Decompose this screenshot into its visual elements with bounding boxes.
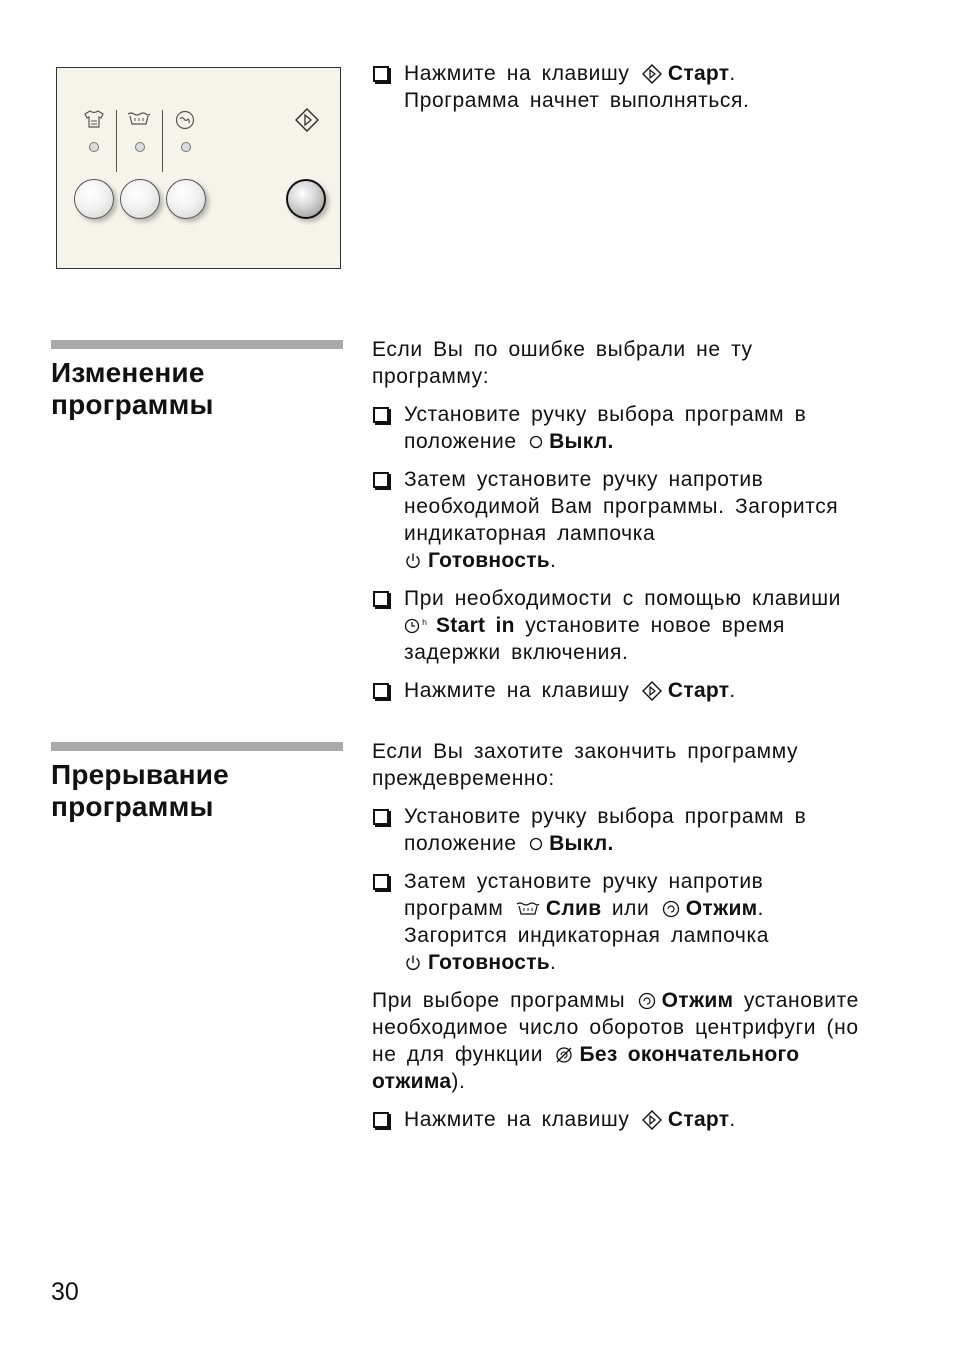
step-after: . bbox=[729, 1108, 736, 1131]
power-icon bbox=[404, 954, 422, 972]
step-bold: Отжим bbox=[685, 897, 758, 920]
step-text: Затем установите ручку напротив программ bbox=[404, 870, 764, 920]
checkbox-bullet-icon bbox=[373, 407, 389, 423]
list-item bbox=[372, 868, 872, 976]
change-program-block bbox=[372, 336, 872, 715]
heading-line: программы bbox=[51, 791, 214, 822]
shirt-icon bbox=[84, 110, 104, 133]
section-bar-change bbox=[51, 340, 343, 349]
list-item bbox=[372, 60, 872, 114]
section-bar-interrupt bbox=[51, 742, 343, 751]
list-item bbox=[372, 677, 872, 704]
option-button-1[interactable] bbox=[74, 179, 114, 219]
step-after: . bbox=[729, 62, 736, 85]
svg-text:h: h bbox=[422, 618, 428, 628]
checkbox-bullet-icon bbox=[373, 809, 389, 825]
start-icon bbox=[295, 108, 319, 137]
step-text: При необходимости с помощью клавиши bbox=[404, 587, 842, 610]
step-text: Установите ручку выбора программ в положение bbox=[404, 403, 807, 453]
list-item bbox=[372, 401, 872, 455]
step-after: . bbox=[729, 679, 736, 702]
intro-block bbox=[372, 60, 872, 125]
step-bold: Выкл. bbox=[549, 430, 614, 453]
step-bold: Старт bbox=[667, 679, 730, 702]
interrupt-lead: Если Вы захотите закончить программу преждевременно: bbox=[372, 740, 799, 790]
spin-icon bbox=[175, 110, 195, 135]
spin-note bbox=[372, 987, 872, 1095]
start-icon bbox=[642, 64, 662, 84]
step-line2: Программа начнет выполняться. bbox=[404, 89, 750, 112]
list-item bbox=[372, 803, 872, 857]
interrupt-program-block bbox=[372, 738, 872, 1144]
note-bold: Без окончательного отжима bbox=[372, 1043, 800, 1093]
step-text: Установите ручку выбора программ в положение bbox=[404, 805, 807, 855]
power-icon bbox=[404, 552, 422, 570]
step-bold: Выкл. bbox=[549, 832, 614, 855]
heading-line: Изменение bbox=[51, 357, 205, 388]
indicator-lamp-1 bbox=[89, 142, 99, 152]
checkbox-bullet-icon bbox=[373, 683, 389, 699]
start-icon bbox=[642, 681, 662, 701]
list-item bbox=[372, 1106, 872, 1133]
step-bold: Старт bbox=[667, 62, 730, 85]
heading-line: программы bbox=[51, 389, 214, 420]
step-text: Нажмите на клавишу bbox=[404, 1108, 630, 1131]
option-button-2[interactable] bbox=[120, 179, 160, 219]
step-bold: Слив bbox=[545, 897, 602, 920]
note-bold: Отжим bbox=[661, 989, 734, 1012]
step-text: Нажмите на клавишу bbox=[404, 62, 630, 85]
step-text: Загорится индикаторная лампочка bbox=[404, 924, 769, 947]
start-icon bbox=[642, 1110, 662, 1130]
checkbox-bullet-icon bbox=[373, 1112, 389, 1128]
off-circle-icon bbox=[529, 435, 543, 449]
heading-line: Прерывание bbox=[51, 759, 229, 790]
timer-start-in-icon bbox=[404, 617, 430, 635]
step-after: . bbox=[550, 549, 557, 572]
checkbox-bullet-icon bbox=[373, 874, 389, 890]
change-lead: Если Вы по ошибке выбрали не ту программу: bbox=[372, 338, 753, 388]
no-final-spin-icon bbox=[555, 1046, 573, 1064]
list-item bbox=[372, 585, 872, 666]
step-bold: Старт bbox=[667, 1108, 730, 1131]
step-bold: Готовность bbox=[428, 549, 551, 572]
step-after: . bbox=[550, 951, 557, 974]
step-or: или bbox=[611, 897, 650, 920]
spin-icon bbox=[638, 992, 656, 1010]
start-button[interactable] bbox=[286, 179, 326, 219]
page-number: 30 bbox=[51, 1278, 79, 1306]
step-text: Затем установите ручку напротив необходимой Вам программы. Загорится индикаторная лампочка bbox=[404, 468, 839, 545]
panel-divider-1 bbox=[116, 110, 117, 172]
checkbox-bullet-icon bbox=[373, 472, 389, 488]
checkbox-bullet-icon bbox=[373, 591, 389, 607]
checkbox-bullet-icon bbox=[373, 66, 389, 82]
drain-icon bbox=[127, 112, 151, 131]
off-circle-icon bbox=[529, 837, 543, 851]
drain-icon bbox=[516, 902, 540, 916]
heading-interrupt-program bbox=[51, 759, 351, 823]
panel-divider-2 bbox=[162, 110, 163, 172]
step-text: Нажмите на клавишу bbox=[404, 679, 630, 702]
step-text-after: установите новое время задержки включения. bbox=[404, 614, 785, 664]
spin-icon bbox=[662, 900, 680, 918]
note-text: установите необходимое число оборотов центрифуги (но не для функции bbox=[372, 989, 859, 1066]
indicator-lamp-2 bbox=[135, 142, 145, 152]
option-button-3[interactable] bbox=[166, 179, 206, 219]
indicator-lamp-3 bbox=[181, 142, 191, 152]
heading-change-program bbox=[51, 357, 351, 421]
step-bold: Start in bbox=[436, 614, 515, 637]
note-after: ). bbox=[451, 1070, 466, 1093]
list-item bbox=[372, 466, 872, 574]
step-bold: Готовность bbox=[428, 951, 551, 974]
step-after: . bbox=[757, 897, 764, 920]
note-text: При выборе программы bbox=[372, 989, 626, 1012]
control-panel-illustration bbox=[56, 67, 341, 269]
